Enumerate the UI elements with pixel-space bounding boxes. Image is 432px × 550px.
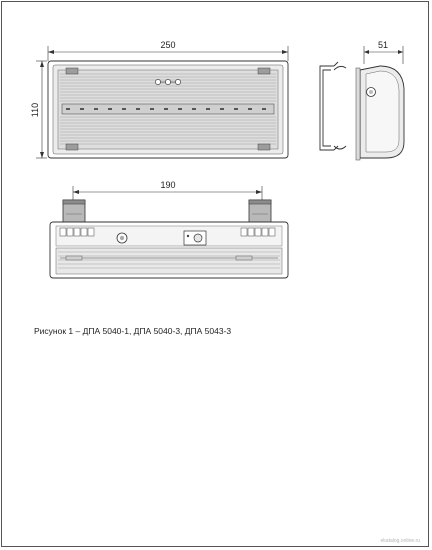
front-view bbox=[36, 46, 288, 158]
width-dimension-label: 250 bbox=[160, 40, 176, 50]
mounting-bracket bbox=[320, 62, 346, 150]
spacing-dimension-label: 190 bbox=[160, 180, 176, 190]
rear-view bbox=[50, 186, 288, 278]
terminal-block-right bbox=[241, 228, 275, 236]
side-view bbox=[320, 46, 404, 160]
side-profile bbox=[356, 66, 404, 160]
terminal-block-left bbox=[60, 228, 94, 236]
indicator-leds bbox=[155, 79, 180, 84]
mounting-post-right bbox=[249, 200, 271, 222]
watermark: ekatalog.online.ru bbox=[380, 538, 420, 544]
figure-caption: Рисунок 1 – ДПА 5040-1, ДПА 5040-3, ДПА 5043-3 bbox=[34, 326, 232, 336]
height-dimension-label: 110 bbox=[30, 102, 40, 118]
depth-dimension-label: 51 bbox=[377, 40, 389, 50]
mounting-post-left bbox=[63, 200, 85, 222]
